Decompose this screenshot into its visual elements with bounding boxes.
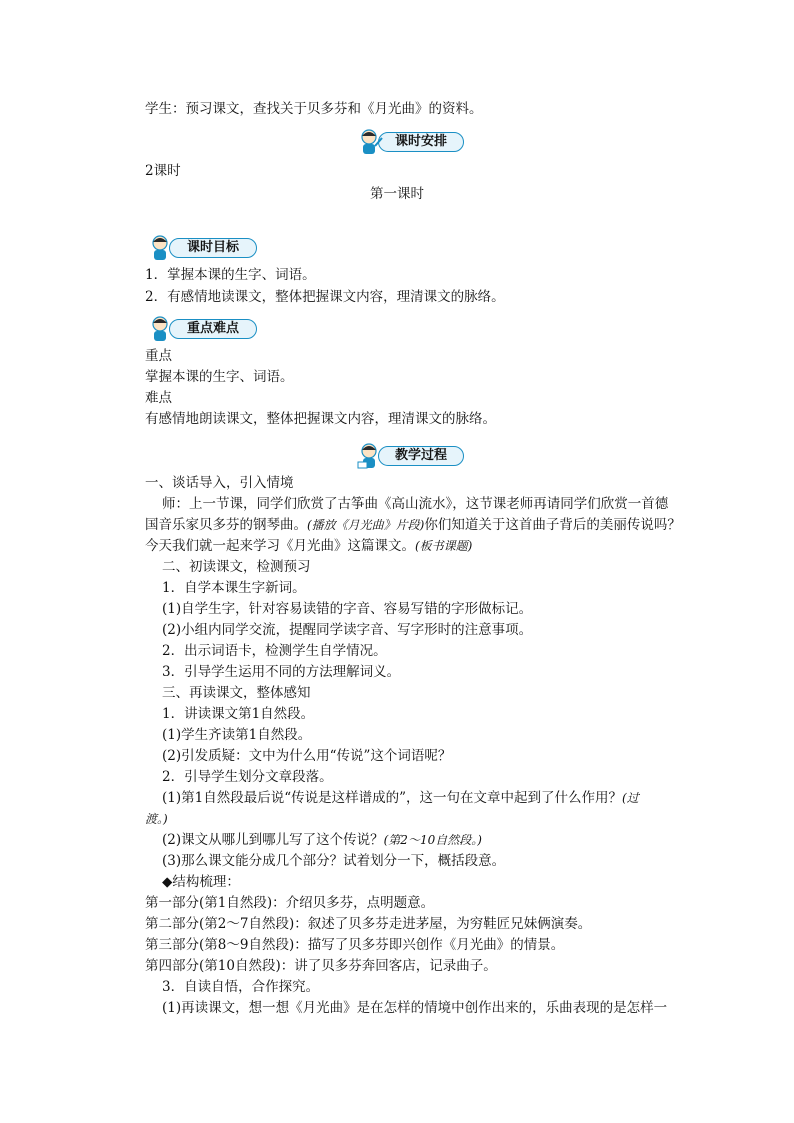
text-line: 2．引导学生划分文章段落。	[162, 769, 333, 785]
student-mascot-icon	[356, 126, 386, 156]
banner-label: 课时目标	[169, 238, 257, 258]
text-line: 学生：预习课文，查找关于贝多芬和《月光曲》的资料。	[145, 101, 483, 117]
stage-note: (板书课题)	[415, 539, 473, 553]
text-line: 1．自学本课生字新词。	[162, 580, 306, 596]
text-line: (2)小组内同学交流，提醒同学读字音、写字形时的注意事项。	[162, 622, 533, 638]
text-line	[162, 789, 639, 807]
banner-label: 课时安排	[378, 132, 464, 152]
text-span: 国音乐家贝多芬的钢琴曲。	[145, 517, 307, 533]
text-span: (1)第1自然段最后说“传说是这样谱成的”，这一句在文章中起到了什么作用？	[162, 790, 623, 806]
text-line: 2．出示词语卡，检测学生自学情况。	[162, 643, 387, 659]
banner-label: 重点难点	[169, 319, 257, 339]
student-mascot-icon	[147, 232, 177, 262]
text-line: (1)学生齐读第1自然段。	[162, 727, 312, 743]
text-line: 第四部分(第10自然段)：讲了贝多芬奔回客店，记录曲子。	[145, 958, 497, 974]
text-line: 有感情地朗读课文，整体把握课文内容，理清课文的脉络。	[145, 411, 496, 427]
text-line: 三、再读课文，整体感知	[162, 685, 311, 701]
text-line: 3．引导学生运用不同的方法理解词义。	[162, 664, 401, 680]
text-line	[162, 831, 482, 849]
text-line: (1)再读课文，想一想《月光曲》是在怎样的情境中创作出来的，乐曲表现的是怎样一	[162, 1000, 668, 1016]
text-line: (3)那么课文能分成几个部分？试着划分一下，概括段意。	[162, 853, 506, 869]
text-line: 1．讲读课文第1自然段。	[162, 706, 315, 722]
text-line: 第二部分(第2～7自然段)：叙述了贝多芬走进茅屋，为穷鞋匠兄妹俩演奏。	[145, 916, 592, 932]
text-line: 重点	[145, 348, 172, 364]
text-line: 3．自读自悟，合作探究。	[162, 979, 320, 995]
text-line: 2课时	[145, 163, 181, 179]
text-line: 第一部分(第1自然段)：介绍贝多芬，点明题意。	[145, 895, 435, 911]
lesson-heading: 第一课时	[370, 186, 424, 202]
section-banner-schedule	[356, 126, 466, 156]
text-line: 第三部分(第8～9自然段)：描写了贝多芬即兴创作《月光曲》的情景。	[145, 937, 565, 953]
text-span: 你们知道关于这首曲子背后的美丽传说吗？	[424, 517, 681, 533]
section-banner-keypoints	[147, 313, 259, 343]
text-line	[145, 516, 681, 534]
stage-note: (第2～10自然段。)	[383, 833, 482, 847]
text-span: 今天我们就一起来学习《月光曲》这篇课文。	[145, 538, 415, 554]
text-line: 一、谈话导入，引入情境	[145, 475, 294, 491]
text-line: 渡。)	[145, 812, 168, 826]
section-banner-process	[356, 440, 466, 470]
text-line	[145, 537, 472, 555]
text-line: 师：上一节课，同学们欣赏了古筝曲《高山流水》，这节课老师再请同学们欣赏一首德	[162, 496, 669, 512]
section-banner-goals	[147, 232, 259, 262]
text-line: 掌握本课的生字、词语。	[145, 369, 294, 385]
stage-note: (播放《月光曲》片段)	[307, 518, 425, 532]
student-mascot-icon	[356, 440, 386, 470]
text-line: 2．有感情地读课文，整体把握课文内容，理清课文的脉络。	[145, 289, 505, 305]
text-line: 难点	[145, 390, 172, 406]
text-line: 1．掌握本课的生字、词语。	[145, 267, 316, 283]
text-line: ◆结构梳理：	[162, 874, 240, 890]
stage-note: (过	[622, 791, 639, 805]
text-line: (2)引发质疑：文中为什么用“传说”这个词语呢？	[162, 748, 452, 764]
text-span: (2)课文从哪儿到哪儿写了这个传说？	[162, 832, 384, 848]
student-mascot-icon	[147, 313, 177, 343]
banner-label: 教学过程	[378, 446, 464, 466]
text-line: 二、初读课文，检测预习	[162, 559, 311, 575]
text-line: (1)自学生字，针对容易读错的字音、容易写错的字形做标记。	[162, 601, 533, 617]
